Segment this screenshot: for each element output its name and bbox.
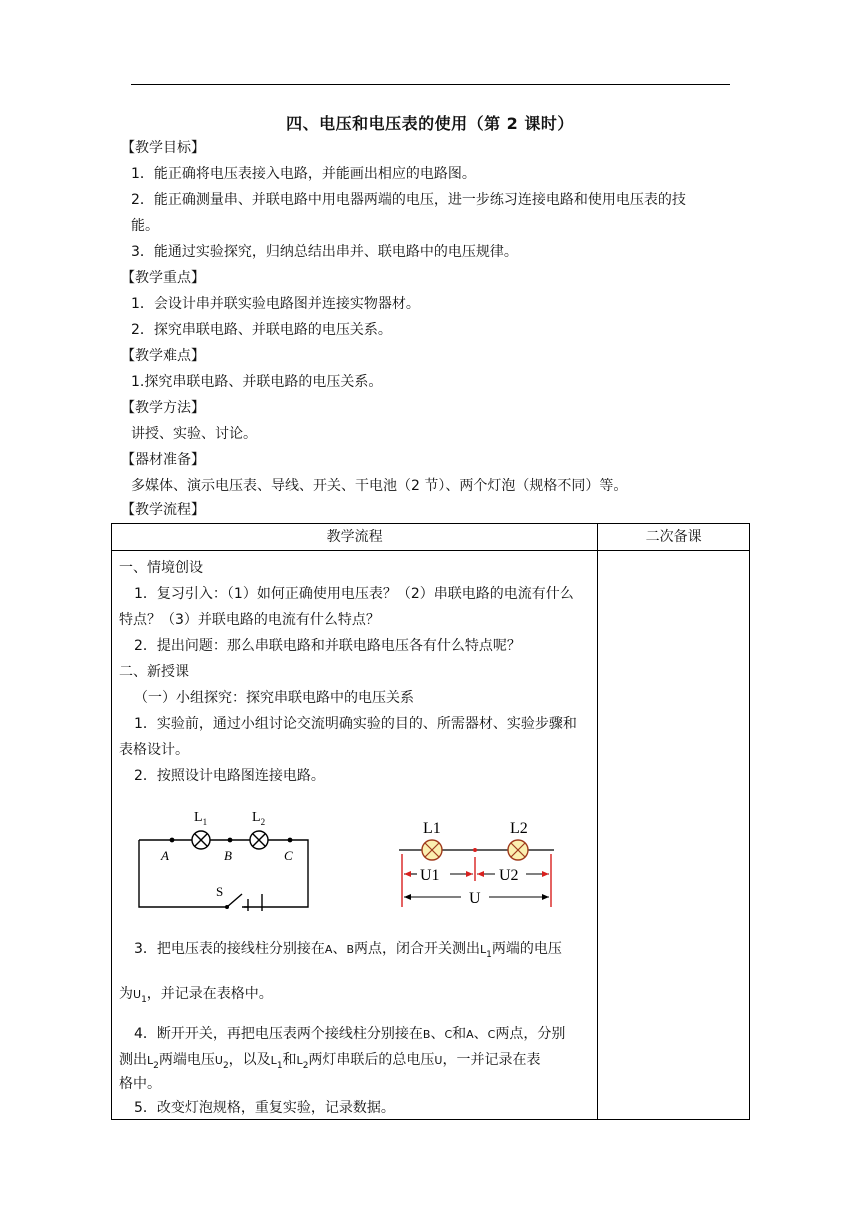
u1-label: U1 bbox=[420, 867, 440, 884]
u2-label: U2 bbox=[499, 867, 519, 884]
equipment-heading: 【器材准备】 bbox=[121, 452, 205, 468]
point-b-label: B bbox=[224, 848, 232, 863]
lamp2-label: L2 bbox=[510, 820, 528, 837]
difficulty-heading: 【教学难点】 bbox=[121, 348, 205, 364]
step-1-line-1: 1．实验前，通过小组讨论交流明确实验的目的、所需器材、实验步骤和 bbox=[134, 716, 577, 732]
lamp1-label: L1 bbox=[423, 820, 441, 837]
step-2-line: 2．按照设计电路图连接电路。 bbox=[134, 768, 325, 784]
col-header-notes: 二次备课 bbox=[598, 524, 750, 551]
u-label: U bbox=[469, 890, 481, 907]
key-points-heading: 【教学重点】 bbox=[121, 270, 205, 286]
step-4-line-2: 测出$L_2$两端电压$U_2$，以及$L_1$和$L_2$两灯串联后的总电压U，一并记录在表 bbox=[119, 1052, 541, 1071]
goal-2-line-1: 2．能正确测量串、并联电路中用电器两端的电压，进一步练习连接电路和使用电压表的技 bbox=[131, 192, 686, 208]
goal-2-line-2: 能。 bbox=[131, 218, 159, 234]
point-a-dot bbox=[170, 838, 175, 843]
method-text: 讲授、实验、讨论。 bbox=[131, 426, 257, 442]
header-rule bbox=[131, 84, 730, 85]
step-4-line-3: 格中。 bbox=[119, 1076, 161, 1092]
point-a-label: A bbox=[161, 848, 169, 863]
question-line: 2．提出问题：那么串联电路和并联电路电压各有什么特点呢？ bbox=[134, 638, 521, 654]
switch-label: S bbox=[216, 884, 224, 899]
goal-3: 3．能通过实验探究，归纳总结出串并、联电路中的电压规律。 bbox=[131, 244, 518, 260]
lamp2-label: $L_2$ bbox=[252, 810, 266, 827]
group-inquiry-title: （一）小组探究：探究串联电路中的电压关系 bbox=[134, 690, 414, 706]
equipment-text: 多媒体、演示电压表、导线、开关、干电池（2 节）、两个灯泡（规格不同）等。 bbox=[131, 478, 628, 494]
flow-heading: 【教学流程】 bbox=[121, 502, 205, 518]
method-heading: 【教学方法】 bbox=[121, 400, 205, 416]
voltage-distribution-diagram bbox=[395, 809, 560, 909]
step-4-line-1: 4．断开开关，再把电压表两个接线柱分别接在B、C和A、C两点，分别 bbox=[134, 1026, 566, 1042]
review-line-1: 1．复习引入：（1）如何正确使用电压表？（2）串联电路的电流有什么 bbox=[134, 586, 574, 602]
goal-1: 1．能正确将电压表接入电路，并能画出相应的电路图。 bbox=[131, 166, 476, 182]
col-header-flow: 教学流程 bbox=[112, 524, 598, 551]
point-b-dot bbox=[228, 838, 233, 843]
section-2-title: 二、新授课 bbox=[119, 664, 189, 680]
difficulty-1: 1.探究串联电路、并联电路的电压关系。 bbox=[131, 374, 383, 390]
goals-heading: 【教学目标】 bbox=[121, 140, 205, 156]
key-point-1: 1．会设计串并联实验电路图并连接实物器材。 bbox=[131, 296, 420, 312]
point-c-dot bbox=[288, 838, 293, 843]
flow-content-cell bbox=[112, 551, 598, 1120]
page-title: 四、电压和电压表的使用（第 2 课时） bbox=[286, 114, 574, 133]
step-3-line-1: 3．把电压表的接线柱分别接在A、B两点，闭合开关测出$L_1$两端的电压 bbox=[134, 941, 562, 960]
teaching-flow-table bbox=[111, 523, 750, 1120]
series-circuit-diagram bbox=[132, 791, 312, 911]
step-3-line-2: 为$U_1$，并记录在表格中。 bbox=[119, 986, 273, 1005]
point-c-label: C bbox=[284, 848, 293, 863]
key-point-2: 2．探究串联电路、并联电路的电压关系。 bbox=[131, 322, 392, 338]
section-1-title: 一、情境创设 bbox=[119, 560, 203, 576]
step-5-line: 5．改变灯泡规格，重复实验，记录数据。 bbox=[134, 1100, 395, 1116]
step-1-line-2: 表格设计。 bbox=[119, 742, 189, 758]
lamp1-label: $L_1$ bbox=[194, 810, 208, 827]
notes-cell bbox=[598, 551, 750, 1120]
review-line-2: 特点？（3）并联电路的电流有什么特点？ bbox=[119, 612, 380, 628]
switch-pivot bbox=[225, 905, 229, 909]
junction-dot bbox=[473, 848, 477, 852]
